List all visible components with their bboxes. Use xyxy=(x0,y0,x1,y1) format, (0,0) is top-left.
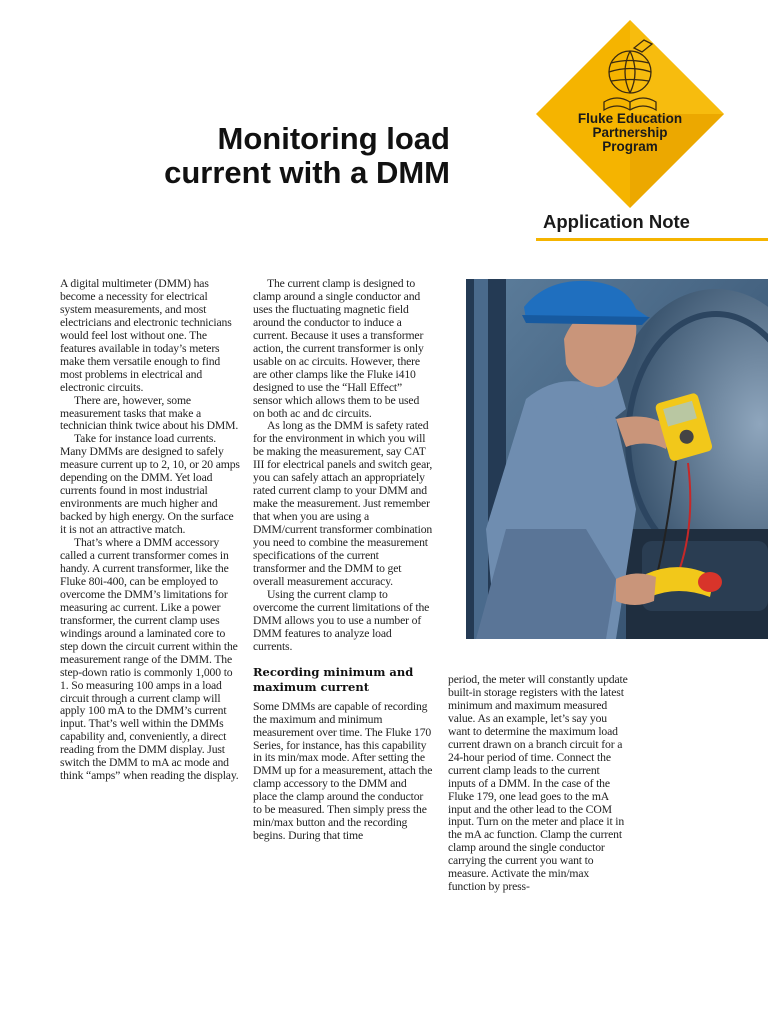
page-title xyxy=(40,122,450,190)
paragraph: That’s where a DMM accessory called a current transformer comes in handy. A current transformer, like the Fluke 80i-400, can be employed to overcome the DMM’s limitations for measuring ac current. Like a power transformer, the current clamp uses windings around a laminated core to step down the circuit current within the measurement range of the DMM. The step-down ratio is commonly 1,000 to 1. So measuring 100 amps in a load circuit through a current clamp will apply 100 mA to the DMM’s current input. That’s well within the DMMs capability and, conveniently, a direct reading from the DMM display. Just switch the DMM to mA ac mode and think “amps” when reading the display. xyxy=(60,536,239,783)
title-line-2: current with a DMM xyxy=(164,155,450,190)
badge-text xyxy=(536,112,724,154)
paragraph: Take for instance load currents. Many DMMs are designed to safely measure current up to 2, 10, or 20 amps depending on the DMM. Yet load currents found in most industrial environments are much higher and backed by high energy. On the surface it is not an attractive match. xyxy=(60,432,240,537)
paragraph: Using the current clamp to overcome the current limitations of the DMM allows you to use a number of DMM features to analyze load currents. xyxy=(253,587,430,653)
application-note-label: Application Note xyxy=(543,211,690,232)
paragraph: A digital multimeter (DMM) has become a necessity for electrical system measurements, and most electricians and electronic technicians would feel lost without one. The features available in today’s meters make them versatile enough to find most problems in electrical and electronic circuits. xyxy=(60,277,232,394)
badge-line-2: Partnership xyxy=(592,125,668,140)
paragraph: Some DMMs are capable of recording the maximum and minimum measurement over time. The Fluke 170 Series, for instance, has this capability in its min/max mode. After setting the DMM up for a measurement, attach the clamp accessory to the DMM and place the clamp around the conductor to be measured. Then simply press the min/max button and the recording begins. During that time xyxy=(253,699,433,843)
paragraph: period, the meter will constantly update built-in storage registers with the latest minimum and maximum measured value. As an example, let’s say you want to determine the maximum load current drawn on a branch circuit for a 24-hour period of time. Connect the current clamp leads to the current inputs of a DMM. In the case of the Fluke 179, one lead goes to the mA input and the other lead to the COM input. Turn on the meter and place it in the mA ac function. Clamp the current clamp around the single conductor carrying the current you want to measure. Activate the min/max function by press- xyxy=(448,673,628,894)
paragraph: The current clamp is designed to clamp around a single conductor and uses the fluctuating magnetic field around the conductor to induce a current. Because it uses a transformer action, the current transformer is only usable on ac circuits. However, there are other clamps like the Fluke i410 designed to use the “Hall Effect” sensor which allows them to be used on both ac and dc circuits. xyxy=(253,277,424,420)
section-subhead: Recording minimum and maximum current xyxy=(253,664,414,694)
paragraph: There are, however, some measurement tasks that make a technician think twice about his DMM. xyxy=(60,393,239,433)
badge-line-1: Fluke Education xyxy=(577,111,683,126)
technician-photo xyxy=(466,279,768,639)
article-column-1 xyxy=(60,278,240,783)
badge-line-3: Program xyxy=(602,139,658,154)
article-column-3 xyxy=(448,674,628,894)
title-line-1: Monitoring load xyxy=(217,121,450,156)
article-column-2 xyxy=(253,278,433,843)
paragraph: As long as the DMM is safety rated for the environment in which you will be making the measurement, say CAT III for electrical panels and switch gear, you can safely attach an appropriately rated current clamp to your DMM and make the measurement. Just remember that when you are using a DMM/current transformer combination you need to combine the measurement specifications of the current transformer and the DMM to get overall measurement accuracy. xyxy=(253,419,433,588)
fluke-education-badge xyxy=(536,20,724,208)
photo-illustration xyxy=(466,279,768,639)
header-rule xyxy=(536,238,768,241)
